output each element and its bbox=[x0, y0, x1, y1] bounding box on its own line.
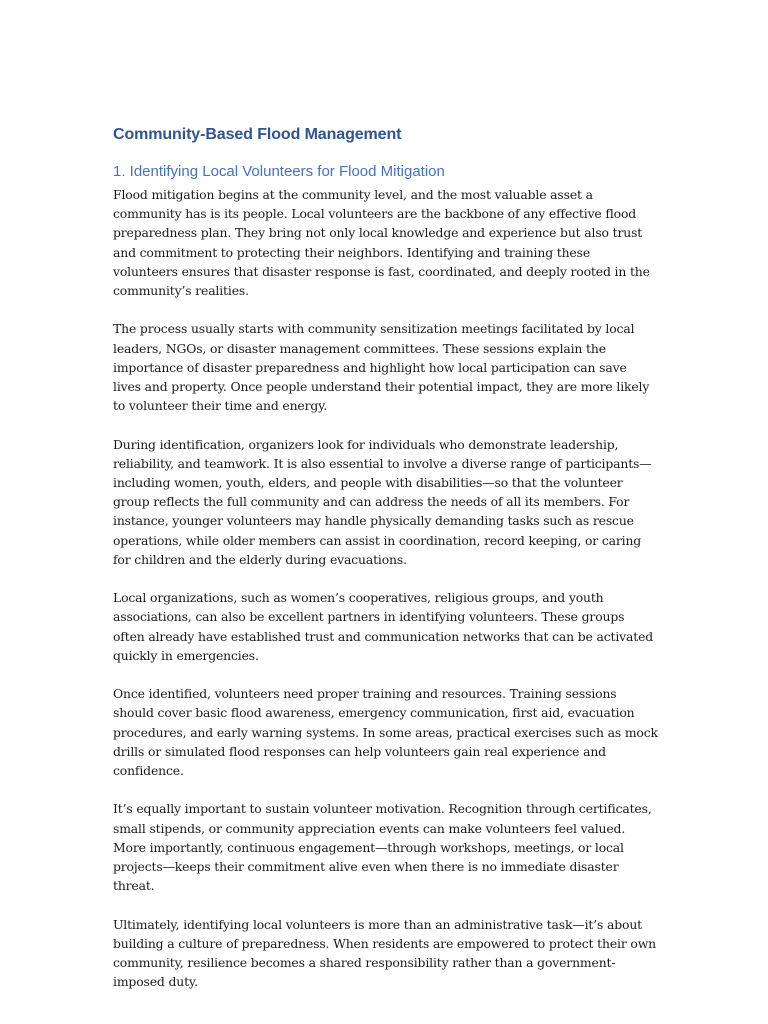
section-heading: 1. Identifying Local Volunteers for Flood Mitigation bbox=[113, 163, 445, 180]
paragraph-sensitization: The process usually starts with community sensitization meetings facilitated by local leaders, NGOs, or disaster management committees. These sessions explain the importance of disaster preparedness and highlight how local participation can save lives and property. Once people understand their potential impact, they are more likely to volunteer their time and energy. bbox=[113, 321, 650, 414]
paragraph-intro: Flood mitigation begins at the community level, and the most valuable asset a community has is its people. Local volunteers are the backbone of any effective flood preparedness plan. They bring not only local knowledge and experience but also trust and commitment to protecting their neighbors. Identifying and training these volunteers ensures that disaster response is fast, coordinated, and deeply rooted in the community’s realities. bbox=[113, 187, 650, 299]
paragraph-motivation: It’s equally important to sustain volunteer motivation. Recognition through certificates, small stipends, or community appreciation events can make volunteers feel valued. More importantly, continuous engagement—through workshops, meetings, or local projects—keeps their commitment alive even when there is no immediate disaster threat. bbox=[113, 801, 652, 894]
document-title: Community-Based Flood Management bbox=[113, 126, 402, 143]
paragraph-identification: During identification, organizers look for individuals who demonstrate leadership, reliability, and teamwork. It is also essential to involve a diverse range of participants—including women, youth, elders, and people with disabilities—so that the volunteer group reflects the full community and can address the needs of all its members. For instance, younger volunteers may handle physically demanding tasks such as rescue operations, while older members can assist in coordination, record keeping, or caring for children and the elderly during evacuations. bbox=[113, 436, 652, 567]
document-page bbox=[113, 124, 658, 1011]
paragraph-training: Once identified, volunteers need proper training and resources. Training sessions should cover basic flood awareness, emergency communication, first aid, evacuation procedures, and early warning systems. In some areas, practical exercises such as mock drills or simulated flood responses can help volunteers gain real experience and confidence. bbox=[113, 686, 658, 779]
paragraph-conclusion: Ultimately, identifying local volunteers is more than an administrative task—it’s about building a culture of preparedness. When residents are empowered to protect their own community, resilience becomes a shared responsibility rather than a government-imposed duty. bbox=[113, 916, 656, 990]
paragraph-local-organizations: Local organizations, such as women’s cooperatives, religious groups, and youth associations, can also be excellent partners in identifying volunteers. These groups often already have established trust and communication networks that can be activated quickly in emergencies. bbox=[113, 590, 654, 663]
